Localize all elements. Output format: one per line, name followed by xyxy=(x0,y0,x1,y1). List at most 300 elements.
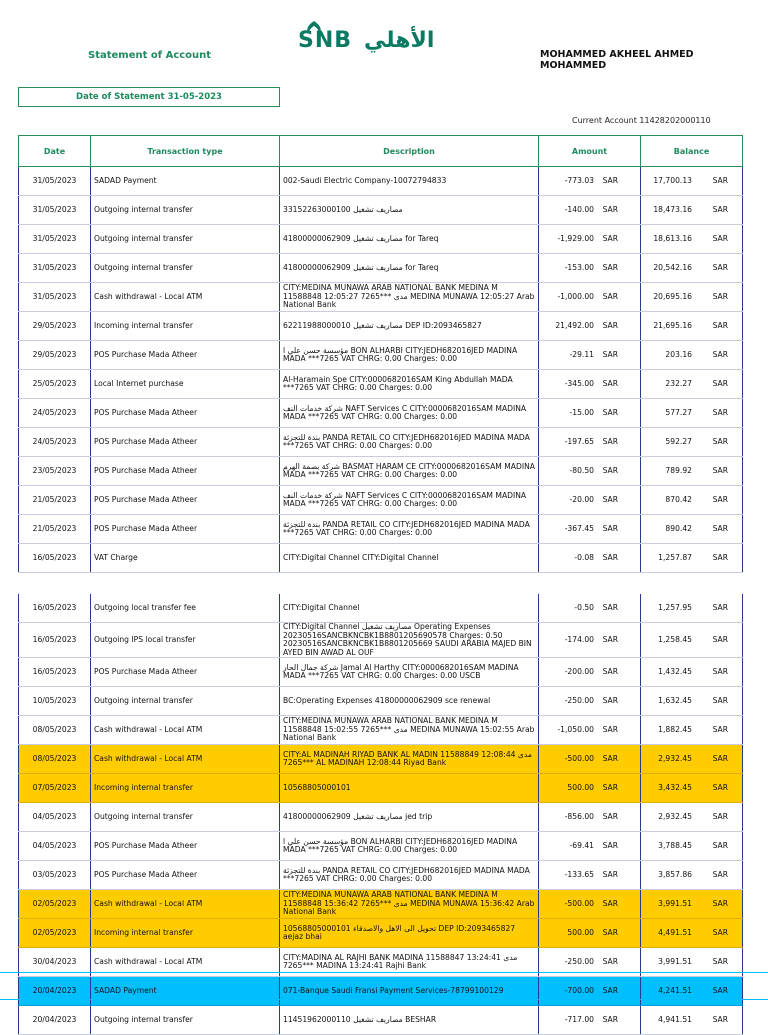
row-balance xyxy=(641,745,743,774)
row-description: 41800000062909 مصاريف تشغيل jed trip xyxy=(280,803,539,832)
balance-value: 17,700.13 xyxy=(653,175,692,185)
amount-currency: SAR xyxy=(602,378,618,388)
row-transaction-type: Cash withdrawal - Local ATM xyxy=(91,283,280,312)
row-balance xyxy=(641,167,743,196)
row-date: 10/05/2023 xyxy=(19,687,91,716)
amount-currency: SAR xyxy=(602,724,618,734)
table-row xyxy=(19,745,743,774)
row-balance xyxy=(641,716,743,745)
row-transaction-type: VAT Charge xyxy=(91,544,280,573)
row-amount xyxy=(539,1006,641,1035)
column-header-date: Date xyxy=(19,136,91,167)
row-amount xyxy=(539,544,641,573)
row-balance xyxy=(641,283,743,312)
amount-value: -0.08 xyxy=(574,552,594,562)
row-description: بندة للتجزئة PANDA RETAIL CO CITY:JEDH682016JED MADINA MADA ***7265 VAT CHRG: 0.00 Charges: 0.00 xyxy=(280,515,539,544)
row-balance xyxy=(641,486,743,515)
row-description: CITY:MEDINA MUNAWA ARAB NATIONAL BANK MEDINA M 11588848 15:36:42 7265*** مدى MEDINA MUNAWA 15:36:42 Arab National Bank xyxy=(280,890,539,919)
row-description: CITY:Digital Channel مصاريف تشغيل Operating Expenses 20230516SANCBKNCBK1B8801205690578 Charges: 0.50 20230516SANCBKNCBK1B8801205669 SAUDI ARABIA MAJED BIN AYED BIN AWAD AL OUF xyxy=(280,623,539,658)
amount-currency: SAR xyxy=(602,634,618,644)
row-transaction-type: POS Purchase Mada Atheer xyxy=(91,457,280,486)
row-description: 002-Saudi Electric Company-10072794833 xyxy=(280,167,539,196)
row-date: 31/05/2023 xyxy=(19,167,91,196)
amount-value: -174.00 xyxy=(564,634,594,644)
amount-value: -197.65 xyxy=(564,436,594,446)
row-balance xyxy=(641,1006,743,1035)
row-transaction-type: Outgoing internal transfer xyxy=(91,196,280,225)
row-date: 31/05/2023 xyxy=(19,283,91,312)
balance-currency: SAR xyxy=(712,840,728,850)
row-description: CITY:Digital Channel xyxy=(280,594,539,623)
balance-value: 20,695.16 xyxy=(653,291,692,301)
row-balance xyxy=(641,399,743,428)
row-transaction-type: Incoming internal transfer xyxy=(91,312,280,341)
row-amount xyxy=(539,167,641,196)
account-holder-name: MOHAMMED AKHEEL AHMED MOHAMMED xyxy=(540,49,694,71)
amount-currency: SAR xyxy=(602,898,618,908)
row-description: CITY:MADINA AL RAJHI BANK MADINA 11588847 مدى 13:24:41 7265*** MADINA 13:24:41 Rajhi Bank xyxy=(280,948,539,977)
balance-value: 1,432.45 xyxy=(658,666,692,676)
balance-currency: SAR xyxy=(712,291,728,301)
row-transaction-type: POS Purchase Mada Atheer xyxy=(91,832,280,861)
amount-currency: SAR xyxy=(602,291,618,301)
row-transaction-type: Outgoing internal transfer xyxy=(91,687,280,716)
row-transaction-type: Cash withdrawal - Local ATM xyxy=(91,745,280,774)
amount-value: -0.50 xyxy=(574,602,594,612)
row-amount xyxy=(539,861,641,890)
balance-value: 18,473.16 xyxy=(653,204,692,214)
amount-value: 500.00 xyxy=(567,927,594,937)
row-transaction-type: Outgoing local transfer fee xyxy=(91,594,280,623)
logo-mark-icon xyxy=(292,19,336,49)
row-date: 24/05/2023 xyxy=(19,428,91,457)
balance-value: 789.92 xyxy=(665,465,692,475)
highlight-edge xyxy=(0,972,768,973)
row-balance xyxy=(641,919,743,948)
statement-date: Date of Statement 31-05-2023 xyxy=(18,87,280,107)
row-amount xyxy=(539,399,641,428)
row-transaction-type: Outgoing internal transfer xyxy=(91,1006,280,1035)
amount-currency: SAR xyxy=(602,552,618,562)
row-date: 29/05/2023 xyxy=(19,341,91,370)
row-date: 02/05/2023 xyxy=(19,890,91,919)
column-header-description: Description xyxy=(280,136,539,167)
row-balance xyxy=(641,861,743,890)
row-transaction-type: POS Purchase Mada Atheer xyxy=(91,428,280,457)
balance-currency: SAR xyxy=(712,724,728,734)
row-description: مؤسسة حسن علي ا BON ALHARBI CITY:JEDH682016JED MADINA MADA ***7265 VAT CHRG: 0.00 Charges: 0.00 xyxy=(280,341,539,370)
table-row xyxy=(19,832,743,861)
amount-currency: SAR xyxy=(602,811,618,821)
balance-value: 890.42 xyxy=(665,523,692,533)
balance-currency: SAR xyxy=(712,407,728,417)
row-date: 20/04/2023 xyxy=(19,1006,91,1035)
row-amount xyxy=(539,803,641,832)
row-balance xyxy=(641,803,743,832)
row-date: 24/05/2023 xyxy=(19,399,91,428)
amount-currency: SAR xyxy=(602,465,618,475)
amount-value: -200.00 xyxy=(564,666,594,676)
row-transaction-type: Outgoing internal transfer xyxy=(91,803,280,832)
row-transaction-type: POS Purchase Mada Atheer xyxy=(91,515,280,544)
amount-currency: SAR xyxy=(602,840,618,850)
balance-currency: SAR xyxy=(712,523,728,533)
row-date: 16/05/2023 xyxy=(19,623,91,658)
table-row xyxy=(19,515,743,544)
transactions-table-page-1 xyxy=(18,135,743,573)
highlight-edge xyxy=(0,999,768,1000)
balance-value: 4,491.51 xyxy=(658,927,692,937)
table-row xyxy=(19,1006,743,1035)
amount-value: -500.00 xyxy=(564,753,594,763)
row-transaction-type: Local Internet purchase xyxy=(91,370,280,399)
row-balance xyxy=(641,254,743,283)
balance-currency: SAR xyxy=(712,552,728,562)
balance-currency: SAR xyxy=(712,956,728,966)
row-balance xyxy=(641,977,743,1006)
amount-currency: SAR xyxy=(602,320,618,330)
row-transaction-type: Outgoing IPS local transfer xyxy=(91,623,280,658)
row-balance xyxy=(641,832,743,861)
amount-value: -773.03 xyxy=(564,175,594,185)
row-date: 21/05/2023 xyxy=(19,486,91,515)
amount-value: -250.00 xyxy=(564,695,594,705)
row-balance xyxy=(641,428,743,457)
balance-currency: SAR xyxy=(712,927,728,937)
amount-currency: SAR xyxy=(602,666,618,676)
balance-value: 1,632.45 xyxy=(658,695,692,705)
table-row xyxy=(19,486,743,515)
row-date: 25/05/2023 xyxy=(19,370,91,399)
row-date: 04/05/2023 xyxy=(19,803,91,832)
column-header-amount: Amount xyxy=(539,136,641,167)
balance-currency: SAR xyxy=(712,233,728,243)
row-transaction-type: Outgoing internal transfer xyxy=(91,254,280,283)
row-amount xyxy=(539,225,641,254)
balance-value: 3,788.45 xyxy=(658,840,692,850)
table-row xyxy=(19,658,743,687)
amount-currency: SAR xyxy=(602,349,618,359)
amount-value: -700.00 xyxy=(564,985,594,995)
balance-currency: SAR xyxy=(712,869,728,879)
table-row xyxy=(19,716,743,745)
amount-value: -345.00 xyxy=(564,378,594,388)
balance-value: 4,241.51 xyxy=(658,985,692,995)
row-date: 23/05/2023 xyxy=(19,457,91,486)
document-title: Statement of Account xyxy=(88,50,212,61)
table-row xyxy=(19,370,743,399)
balance-value: 203.16 xyxy=(665,349,692,359)
amount-value: 500.00 xyxy=(567,782,594,792)
row-balance xyxy=(641,623,743,658)
amount-value: -1,000.00 xyxy=(557,291,594,301)
balance-value: 20,542.16 xyxy=(653,262,692,272)
amount-currency: SAR xyxy=(602,753,618,763)
amount-currency: SAR xyxy=(602,523,618,533)
row-description: شركة جمال الحار Jamal Al Harthy CITY:0000682016SAM MADINA MADA ***7265 VAT CHRG: 0.00 Charges: 0.00 USCB xyxy=(280,658,539,687)
transactions-table-page-2 xyxy=(18,594,743,1035)
balance-value: 3,991.51 xyxy=(658,956,692,966)
amount-value: -69.41 xyxy=(569,840,594,850)
row-amount xyxy=(539,977,641,1006)
balance-value: 1,257.87 xyxy=(658,552,692,562)
table-row xyxy=(19,861,743,890)
row-description: شركة بصمة الهرم BASMAT HARAM CE CITY:0000682016SAM MADINA MADA ***7265 VAT CHRG: 0.00 Charges: 0.00 xyxy=(280,457,539,486)
row-transaction-type: Incoming internal transfer xyxy=(91,919,280,948)
row-amount xyxy=(539,890,641,919)
row-date: 16/05/2023 xyxy=(19,544,91,573)
row-description: مؤسسة حسن علي ا BON ALHARBI CITY:JEDH682016JED MADINA MADA ***7265 VAT CHRG: 0.00 Charges: 0.00 xyxy=(280,832,539,861)
row-date: 07/05/2023 xyxy=(19,774,91,803)
balance-value: 4,941.51 xyxy=(658,1014,692,1024)
balance-currency: SAR xyxy=(712,695,728,705)
balance-value: 1,258.45 xyxy=(658,634,692,644)
row-description: CITY:Digital Channel CITY:Digital Channel xyxy=(280,544,539,573)
balance-currency: SAR xyxy=(712,985,728,995)
row-description: بندة للتجزئة PANDA RETAIL CO CITY:JEDH682016JED MADINA MADA ***7265 VAT CHRG: 0.00 Charges: 0.00 xyxy=(280,428,539,457)
amount-currency: SAR xyxy=(602,927,618,937)
row-amount xyxy=(539,196,641,225)
row-date: 03/05/2023 xyxy=(19,861,91,890)
column-header-balance: Balance xyxy=(641,136,743,167)
row-amount xyxy=(539,774,641,803)
row-amount xyxy=(539,457,641,486)
row-description: CITY:AL MADINAH RIYAD BANK AL MADIN 11588849 مدى 12:08:44 7265*** AL MADINAH 12:08:44 Riyad Bank xyxy=(280,745,539,774)
row-amount xyxy=(539,745,641,774)
amount-currency: SAR xyxy=(602,782,618,792)
amount-value: -20.00 xyxy=(569,494,594,504)
balance-currency: SAR xyxy=(712,1014,728,1024)
balance-currency: SAR xyxy=(712,898,728,908)
row-description: شركة خدمات النف NAFT Services C CITY:0000682016SAM MADINA MADA ***7265 VAT CHRG: 0.00 Charges: 0.00 xyxy=(280,486,539,515)
row-amount xyxy=(539,594,641,623)
row-amount xyxy=(539,428,641,457)
balance-currency: SAR xyxy=(712,320,728,330)
balance-currency: SAR xyxy=(712,666,728,676)
row-amount xyxy=(539,341,641,370)
row-balance xyxy=(641,196,743,225)
row-description: 33152263000100 مصاريف تشغيل xyxy=(280,196,539,225)
amount-currency: SAR xyxy=(602,175,618,185)
table-row xyxy=(19,399,743,428)
row-description: 41800000062909 مصاريف تشغيل for Tareq xyxy=(280,254,539,283)
table-row xyxy=(19,196,743,225)
balance-value: 592.27 xyxy=(665,436,692,446)
row-amount xyxy=(539,254,641,283)
row-description: Al-Haramain Spe CITY:0000682016SAM King Abdullah MADA ***7265 VAT CHRG: 0.00 Charges: 0.00 xyxy=(280,370,539,399)
amount-value: -15.00 xyxy=(569,407,594,417)
row-balance xyxy=(641,457,743,486)
row-balance xyxy=(641,890,743,919)
amount-currency: SAR xyxy=(602,407,618,417)
table-row xyxy=(19,544,743,573)
amount-currency: SAR xyxy=(602,695,618,705)
row-amount xyxy=(539,486,641,515)
balance-value: 18,613.16 xyxy=(653,233,692,243)
row-amount xyxy=(539,283,641,312)
row-transaction-type: Cash withdrawal - Local ATM xyxy=(91,890,280,919)
amount-currency: SAR xyxy=(602,602,618,612)
row-date: 02/05/2023 xyxy=(19,919,91,948)
row-amount xyxy=(539,658,641,687)
row-description: 10568805000101 تحويل الى الاهل والاصدقاء DEP ID:2093465827 aejaz bhai xyxy=(280,919,539,948)
balance-value: 21,695.16 xyxy=(653,320,692,330)
amount-value: -140.00 xyxy=(564,204,594,214)
row-description: BC:Operating Expenses 41800000062909 sce renewal xyxy=(280,687,539,716)
row-date: 21/05/2023 xyxy=(19,515,91,544)
balance-value: 870.42 xyxy=(665,494,692,504)
table-row xyxy=(19,341,743,370)
balance-currency: SAR xyxy=(712,602,728,612)
row-description: 11451962000110 مصاريف تشغيل BESHAR xyxy=(280,1006,539,1035)
amount-value: -1,929.00 xyxy=(557,233,594,243)
amount-currency: SAR xyxy=(602,494,618,504)
balance-currency: SAR xyxy=(712,782,728,792)
balance-currency: SAR xyxy=(712,436,728,446)
balance-value: 1,882.45 xyxy=(658,724,692,734)
amount-currency: SAR xyxy=(602,204,618,214)
row-description: 62211988000010 مصاريف تشغيل DEP ID:2093465827 xyxy=(280,312,539,341)
amount-currency: SAR xyxy=(602,1014,618,1024)
logo-text: SNB xyxy=(298,28,353,53)
row-description: بندة للتجزئة PANDA RETAIL CO CITY:JEDH682016JED MADINA MADA ***7265 VAT CHRG: 0.00 Charges: 0.00 xyxy=(280,861,539,890)
row-balance xyxy=(641,225,743,254)
balance-value: 3,991.51 xyxy=(658,898,692,908)
balance-currency: SAR xyxy=(712,204,728,214)
table-row xyxy=(19,890,743,919)
row-description: شركة خدمات النف NAFT Services C CITY:0000682016SAM MADINA MADA ***7265 VAT CHRG: 0.00 Charges: 0.00 xyxy=(280,399,539,428)
balance-value: 3,857.86 xyxy=(658,869,692,879)
row-transaction-type: Cash withdrawal - Local ATM xyxy=(91,948,280,977)
table-row xyxy=(19,312,743,341)
row-date: 20/04/2023 xyxy=(19,977,91,1006)
amount-currency: SAR xyxy=(602,869,618,879)
row-description: 071-Banque Saudi Fransi Payment Services-78799100129 xyxy=(280,977,539,1006)
amount-currency: SAR xyxy=(602,956,618,966)
table-row xyxy=(19,428,743,457)
row-balance xyxy=(641,544,743,573)
table-row xyxy=(19,254,743,283)
balance-currency: SAR xyxy=(712,262,728,272)
balance-currency: SAR xyxy=(712,349,728,359)
row-transaction-type: SADAD Payment xyxy=(91,167,280,196)
balance-currency: SAR xyxy=(712,175,728,185)
row-date: 08/05/2023 xyxy=(19,745,91,774)
row-description: 41800000062909 مصاريف تشغيل for Tareq xyxy=(280,225,539,254)
amount-currency: SAR xyxy=(602,233,618,243)
amount-value: -80.50 xyxy=(569,465,594,475)
row-balance xyxy=(641,515,743,544)
balance-currency: SAR xyxy=(712,465,728,475)
table-row xyxy=(19,919,743,948)
row-amount xyxy=(539,687,641,716)
row-description: CITY:MEDINA MUNAWA ARAB NATIONAL BANK MEDINA M 11588848 15:02:55 7265*** مدى MEDINA MUNAWA 15:02:55 Arab National Bank xyxy=(280,716,539,745)
balance-currency: SAR xyxy=(712,378,728,388)
balance-currency: SAR xyxy=(712,634,728,644)
balance-currency: SAR xyxy=(712,811,728,821)
amount-value: -856.00 xyxy=(564,811,594,821)
table-row xyxy=(19,803,743,832)
amount-value: 21,492.00 xyxy=(555,320,594,330)
row-date: 31/05/2023 xyxy=(19,196,91,225)
row-balance xyxy=(641,594,743,623)
amount-currency: SAR xyxy=(602,985,618,995)
row-amount xyxy=(539,515,641,544)
amount-value: -250.00 xyxy=(564,956,594,966)
table-row xyxy=(19,623,743,658)
row-amount xyxy=(539,312,641,341)
row-description: 10568805000101 xyxy=(280,774,539,803)
table-row xyxy=(19,687,743,716)
row-balance xyxy=(641,687,743,716)
row-transaction-type: Incoming internal transfer xyxy=(91,774,280,803)
table-row xyxy=(19,283,743,312)
row-balance xyxy=(641,312,743,341)
row-transaction-type: POS Purchase Mada Atheer xyxy=(91,861,280,890)
row-balance xyxy=(641,658,743,687)
balance-value: 2,932.45 xyxy=(658,811,692,821)
table-row xyxy=(19,594,743,623)
row-date: 31/05/2023 xyxy=(19,254,91,283)
row-transaction-type: POS Purchase Mada Atheer xyxy=(91,341,280,370)
row-balance xyxy=(641,341,743,370)
balance-currency: SAR xyxy=(712,753,728,763)
logo-arabic: الأهلي xyxy=(364,28,435,53)
column-header-type: Transaction type xyxy=(91,136,280,167)
balance-value: 1,257.95 xyxy=(658,602,692,612)
balance-value: 2,932.45 xyxy=(658,753,692,763)
row-description: CITY:MEDINA MUNAWA ARAB NATIONAL BANK MEDINA M 11588848 12:05:27 7265*** مدى MEDINA MUNAWA 12:05:27 Arab National Bank xyxy=(280,283,539,312)
balance-value: 3,432.45 xyxy=(658,782,692,792)
row-date: 30/04/2023 xyxy=(19,948,91,977)
table-row xyxy=(19,977,743,1006)
bank-logo xyxy=(292,14,434,53)
row-date: 31/05/2023 xyxy=(19,225,91,254)
row-amount xyxy=(539,716,641,745)
row-date: 04/05/2023 xyxy=(19,832,91,861)
amount-value: -133.65 xyxy=(564,869,594,879)
row-date: 29/05/2023 xyxy=(19,312,91,341)
row-transaction-type: Cash withdrawal - Local ATM xyxy=(91,716,280,745)
row-amount xyxy=(539,370,641,399)
row-transaction-type: POS Purchase Mada Atheer xyxy=(91,486,280,515)
amount-currency: SAR xyxy=(602,262,618,272)
table-row xyxy=(19,167,743,196)
row-balance xyxy=(641,370,743,399)
amount-value: -1,050.00 xyxy=(557,724,594,734)
row-transaction-type: Outgoing internal transfer xyxy=(91,225,280,254)
row-date: 16/05/2023 xyxy=(19,594,91,623)
amount-value: -500.00 xyxy=(564,898,594,908)
table-row xyxy=(19,774,743,803)
balance-value: 232.27 xyxy=(665,378,692,388)
table-row xyxy=(19,457,743,486)
row-transaction-type: POS Purchase Mada Atheer xyxy=(91,658,280,687)
row-amount xyxy=(539,832,641,861)
amount-value: -367.45 xyxy=(564,523,594,533)
balance-currency: SAR xyxy=(712,494,728,504)
amount-currency: SAR xyxy=(602,436,618,446)
row-transaction-type: POS Purchase Mada Atheer xyxy=(91,399,280,428)
balance-value: 577.27 xyxy=(665,407,692,417)
row-date: 08/05/2023 xyxy=(19,716,91,745)
row-amount xyxy=(539,623,641,658)
row-balance xyxy=(641,774,743,803)
table-header-row xyxy=(19,136,743,167)
amount-value: -717.00 xyxy=(564,1014,594,1024)
row-transaction-type: SADAD Payment xyxy=(91,977,280,1006)
row-date: 16/05/2023 xyxy=(19,658,91,687)
